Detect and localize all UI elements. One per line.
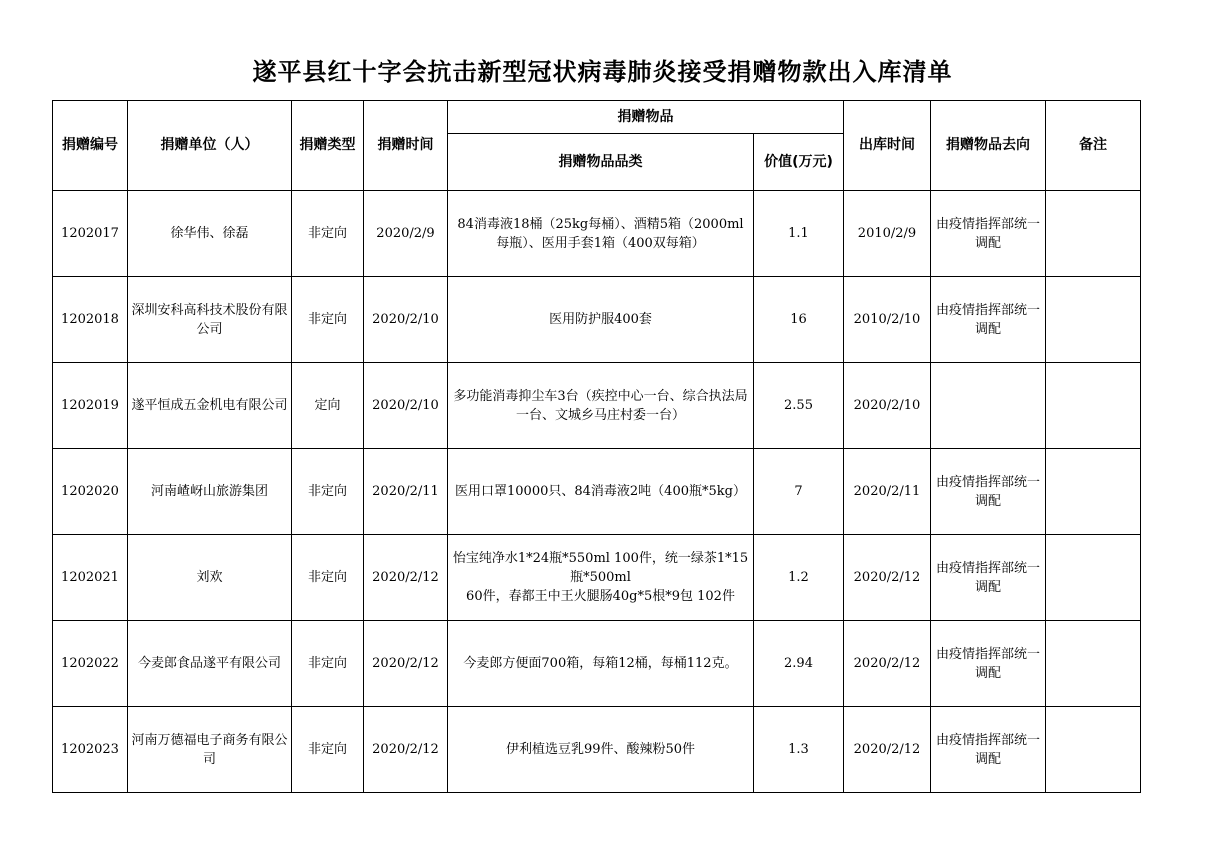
cell-donor: 刘欢: [128, 535, 292, 621]
cell-remark: [1046, 191, 1141, 277]
cell-donor: 河南万德福电子商务有限公司: [128, 707, 292, 793]
header-type: 捐赠类型: [292, 101, 364, 191]
cell-time: 2020/2/12: [364, 535, 448, 621]
cell-destination: 由疫情指挥部统一调配: [931, 535, 1046, 621]
cell-time: 2020/2/12: [364, 621, 448, 707]
header-time: 捐赠时间: [364, 101, 448, 191]
cell-type: 非定向: [292, 707, 364, 793]
header-id: 捐赠编号: [53, 101, 128, 191]
cell-type: 非定向: [292, 535, 364, 621]
cell-value: 2.55: [754, 363, 844, 449]
cell-out-time: 2020/2/11: [844, 449, 931, 535]
table-row: [53, 277, 1141, 363]
cell-out-time: 2020/2/12: [844, 621, 931, 707]
cell-type: 非定向: [292, 191, 364, 277]
donation-table: [52, 100, 1141, 793]
cell-id: 1202021: [53, 535, 128, 621]
cell-out-time: 2020/2/12: [844, 535, 931, 621]
table-row: [53, 707, 1141, 793]
cell-value: 1.1: [754, 191, 844, 277]
cell-value: 1.3: [754, 707, 844, 793]
cell-id: 1202020: [53, 449, 128, 535]
cell-remark: [1046, 621, 1141, 707]
cell-time: 2020/2/10: [364, 277, 448, 363]
cell-id: 1202019: [53, 363, 128, 449]
cell-out-time: 2010/2/9: [844, 191, 931, 277]
cell-type: 定向: [292, 363, 364, 449]
cell-type: 非定向: [292, 449, 364, 535]
header-category: 捐赠物品品类: [448, 134, 754, 191]
header-goods-group: 捐赠物品: [448, 101, 844, 134]
cell-id: 1202022: [53, 621, 128, 707]
cell-value: 16: [754, 277, 844, 363]
cell-category: 今麦郎方便面700箱，每箱12桶，每桶112克。: [448, 621, 754, 707]
cell-out-time: 2010/2/10: [844, 277, 931, 363]
header-donor: 捐赠单位（人）: [128, 101, 292, 191]
cell-destination: 由疫情指挥部统一调配: [931, 191, 1046, 277]
cell-out-time: 2020/2/12: [844, 707, 931, 793]
table-row: [53, 363, 1141, 449]
cell-destination: 由疫情指挥部统一调配: [931, 449, 1046, 535]
cell-time: 2020/2/10: [364, 363, 448, 449]
cell-category: 医用防护服400套: [448, 277, 754, 363]
cell-value: 7: [754, 449, 844, 535]
table-row: [53, 535, 1141, 621]
cell-destination: 由疫情指挥部统一调配: [931, 707, 1046, 793]
cell-out-time: 2020/2/10: [844, 363, 931, 449]
page-title: 遂平县红十字会抗击新型冠状病毒肺炎接受捐赠物款出入库清单: [252, 58, 953, 86]
cell-destination: [931, 363, 1046, 449]
cell-donor: 徐华伟、徐磊: [128, 191, 292, 277]
header-value: 价值(万元): [754, 134, 844, 191]
cell-destination: 由疫情指挥部统一调配: [931, 621, 1046, 707]
cell-donor: 河南嵖岈山旅游集团: [128, 449, 292, 535]
cell-category: 怡宝纯净水1*24瓶*550ml 100件，统一绿茶1*15瓶*500ml 60件，春都王中王火腿肠40g*5根*9包 102件: [448, 535, 754, 621]
cell-id: 1202023: [53, 707, 128, 793]
cell-donor: 今麦郎食品遂平有限公司: [128, 621, 292, 707]
cell-type: 非定向: [292, 277, 364, 363]
cell-category: 医用口罩10000只、84消毒液2吨（400瓶*5kg）: [448, 449, 754, 535]
cell-remark: [1046, 707, 1141, 793]
table-row: [53, 621, 1141, 707]
header-remark: 备注: [1046, 101, 1141, 191]
cell-time: 2020/2/12: [364, 707, 448, 793]
cell-value: 1.2: [754, 535, 844, 621]
cell-id: 1202018: [53, 277, 128, 363]
cell-category: 84消毒液18桶（25kg每桶）、酒精5箱（2000ml每瓶）、医用手套1箱（400双每箱）: [448, 191, 754, 277]
header-out-time: 出库时间: [844, 101, 931, 191]
cell-remark: [1046, 449, 1141, 535]
cell-remark: [1046, 277, 1141, 363]
cell-remark: [1046, 535, 1141, 621]
table-row: [53, 449, 1141, 535]
cell-time: 2020/2/11: [364, 449, 448, 535]
cell-destination: 由疫情指挥部统一调配: [931, 277, 1046, 363]
cell-category: 多功能消毒抑尘车3台（疾控中心一台、综合执法局一台、文城乡马庄村委一台）: [448, 363, 754, 449]
header-destination: 捐赠物品去向: [931, 101, 1046, 191]
cell-time: 2020/2/9: [364, 191, 448, 277]
cell-type: 非定向: [292, 621, 364, 707]
cell-donor: 遂平恒成五金机电有限公司: [128, 363, 292, 449]
table-row: [53, 191, 1141, 277]
cell-value: 2.94: [754, 621, 844, 707]
cell-remark: [1046, 363, 1141, 449]
cell-category: 伊利植选豆乳99件、酸辣粉50件: [448, 707, 754, 793]
cell-id: 1202017: [53, 191, 128, 277]
cell-donor: 深圳安科高科技术股份有限公司: [128, 277, 292, 363]
